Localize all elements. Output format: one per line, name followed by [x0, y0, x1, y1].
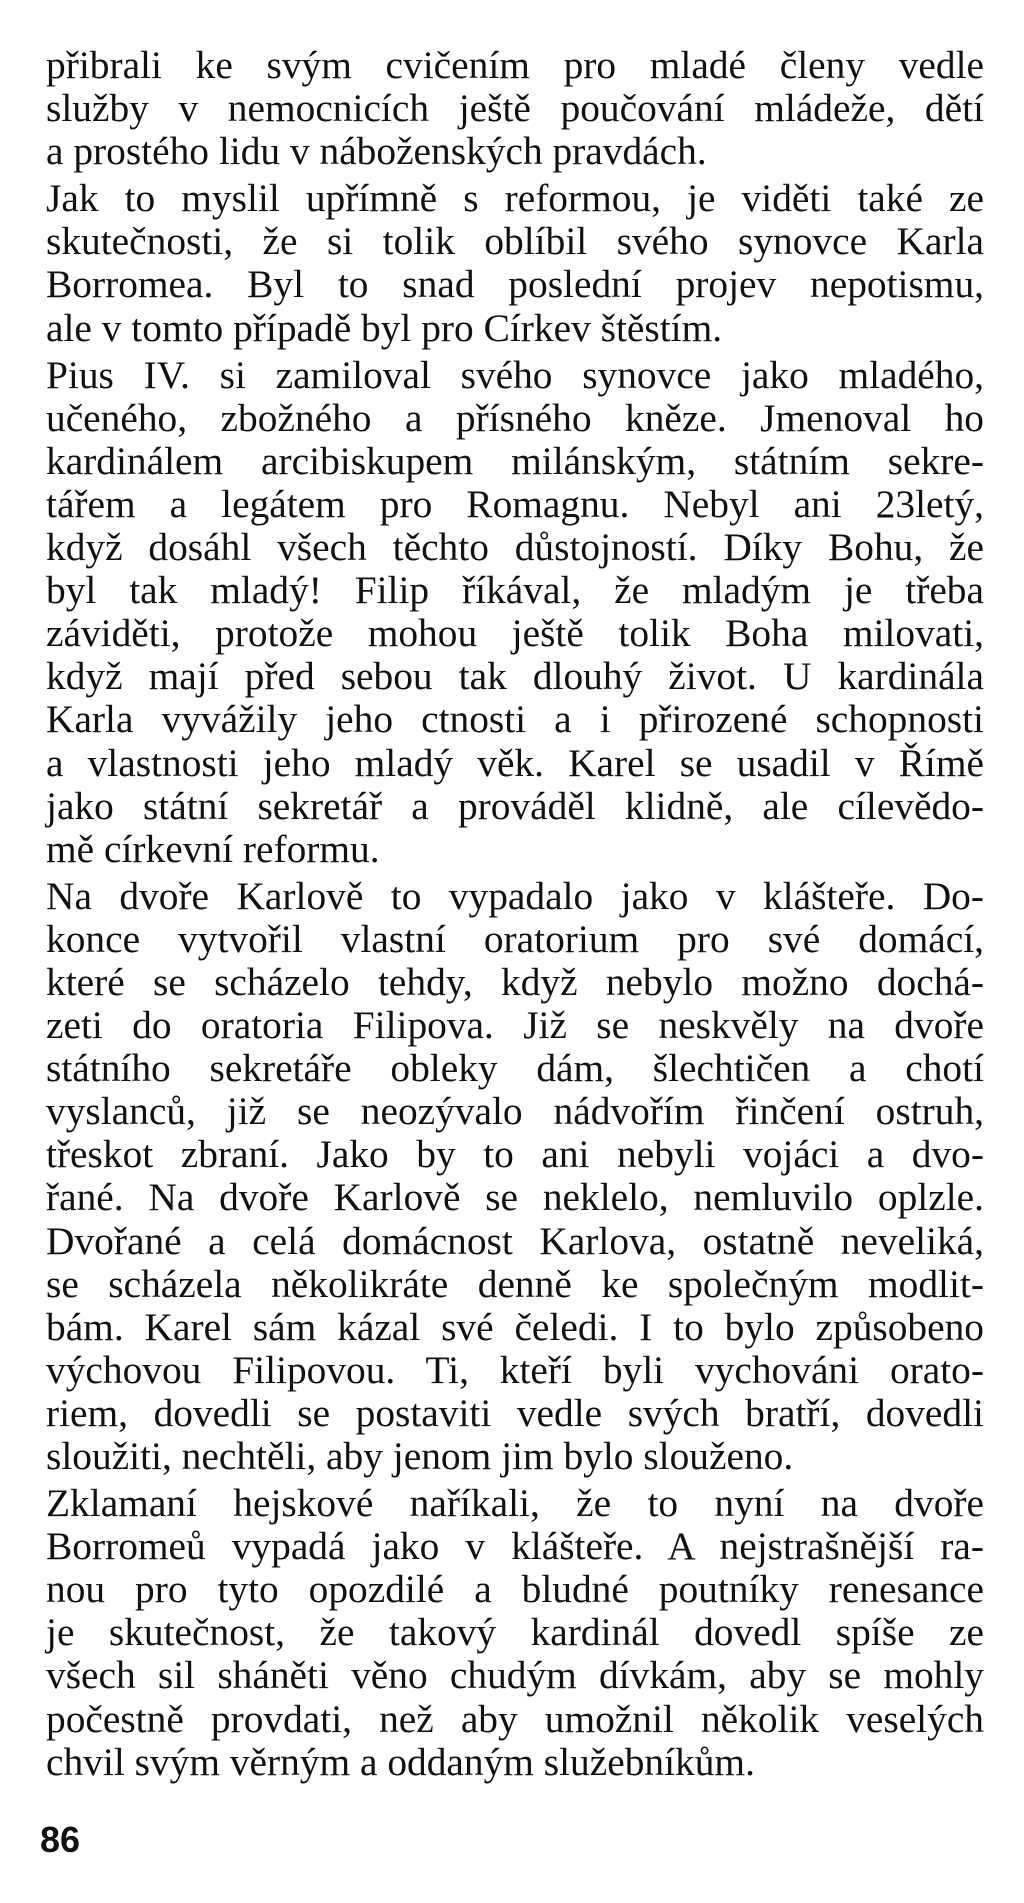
text-line: a prostého lidu v náboženských pravdách.	[46, 129, 707, 174]
text-line: byl tak mladý! Filip říkával, že mladým je třeba	[46, 568, 984, 613]
text-line: Jak to myslil upřímně s reformou, je viděti také ze	[46, 176, 984, 221]
text-line: Zklamaní hejskové naříkali, že to nyní na dvoře	[46, 1481, 984, 1526]
text-line: učeného, zbožného a přísného kněze. Jmenoval ho	[46, 395, 984, 440]
paragraph-4	[46, 875, 984, 1478]
text-line: Na dvoře Karlově to vypadalo jako v klášteře. Do-	[46, 873, 984, 918]
text-line: záviděti, protože mohou ještě tolik Boha milovati,	[46, 611, 984, 656]
text-line: a vlastnosti jeho mladý věk. Karel se usadil v Římě	[46, 740, 984, 785]
text-line: všech sil sháněti věno chudým dívkám, aby se mohly	[46, 1653, 984, 1698]
paragraph-1	[46, 44, 984, 173]
book-page	[46, 44, 984, 1788]
page-number: 86	[40, 1819, 81, 1860]
text-line: tářem a legátem pro Romagnu. Nebyl ani 23letý,	[46, 481, 984, 526]
text-line: je skutečnost, že takový kardinál dovedl spíše ze	[46, 1610, 984, 1655]
text-line: řané. Na dvoře Karlově se neklelo, nemluvilo oplzle.	[46, 1175, 984, 1220]
text-line: zeti do oratoria Filipova. Již se neskvěly na dvoře	[46, 1003, 984, 1048]
text-line: třeskot zbraní. Jako by to ani nebyli vojáci a dvo-	[46, 1132, 984, 1177]
text-line: výchovou Filipovou. Ti, kteří byli vychováni orato-	[46, 1347, 984, 1392]
text-line: ale v tomto případě byl pro Církev štěstím.	[46, 305, 723, 350]
text-line: vyslanců, již se neozývalo nádvořím řinčení ostruh,	[46, 1089, 984, 1134]
paragraph-2	[46, 177, 984, 349]
text-line: přibrali ke svým cvičením pro mladé členy vedle	[46, 43, 984, 87]
text-line: kardinálem arcibiskupem milánským, státním sekre-	[46, 438, 984, 483]
paragraph-5	[46, 1482, 984, 1784]
text-line: mě církevní reformu.	[46, 826, 380, 871]
text-line: které se scházelo tehdy, když nebylo možno dochá-	[46, 959, 984, 1004]
text-line: když dosáhl všech těchto důstojností. Díky Bohu, že	[46, 525, 984, 570]
text-line: Pius IV. si zamiloval svého synovce jako mladého,	[46, 352, 984, 397]
text-line: když mají před sebou tak dlouhý život. U kardinála	[46, 654, 984, 699]
text-line: riem, dovedli se postaviti vedle svých bratří, dovedli	[46, 1390, 984, 1435]
text-line: konce vytvořil vlastní oratorium pro své domácí,	[46, 916, 984, 961]
text-line: sloužiti, nechtěli, aby jenom jim bylo slouženo.	[46, 1434, 794, 1478]
text-line: skutečnosti, že si tolik oblíbil svého synovce Karla	[46, 219, 984, 264]
text-line: Borromea. Byl to snad poslední projev nepotismu,	[46, 262, 984, 307]
text-line: Borromeů vypadá jako v klášteře. A nejstrašnější ra-	[46, 1524, 984, 1569]
text-line: služby v nemocnicích ještě poučování mládeže, dětí	[46, 86, 984, 131]
text-line: jako státní sekretář a prováděl klidně, ale cílevědo-	[46, 783, 984, 828]
text-line: počestně provdati, než aby umožnil několik veselých	[46, 1696, 984, 1741]
text-line: se scházela několikráte denně ke společným modlit-	[46, 1261, 984, 1306]
paragraph-3	[46, 354, 984, 871]
text-line: Karla vyvážily jeho ctnosti a i přirozené schopnosti	[46, 697, 984, 742]
text-line: chvil svým věrným a oddaným služebníkům.	[46, 1739, 755, 1784]
text-line: státního sekretáře obleky dám, šlechtičen a chotí	[46, 1046, 984, 1091]
text-line: Dvořané a celá domácnost Karlova, ostatně neveliká,	[46, 1218, 984, 1263]
text-line: nou pro tyto opozdilé a bludné poutníky renesance	[46, 1567, 984, 1612]
text-line: bám. Karel sám kázal své čeledi. I to bylo způsobeno	[46, 1304, 984, 1349]
